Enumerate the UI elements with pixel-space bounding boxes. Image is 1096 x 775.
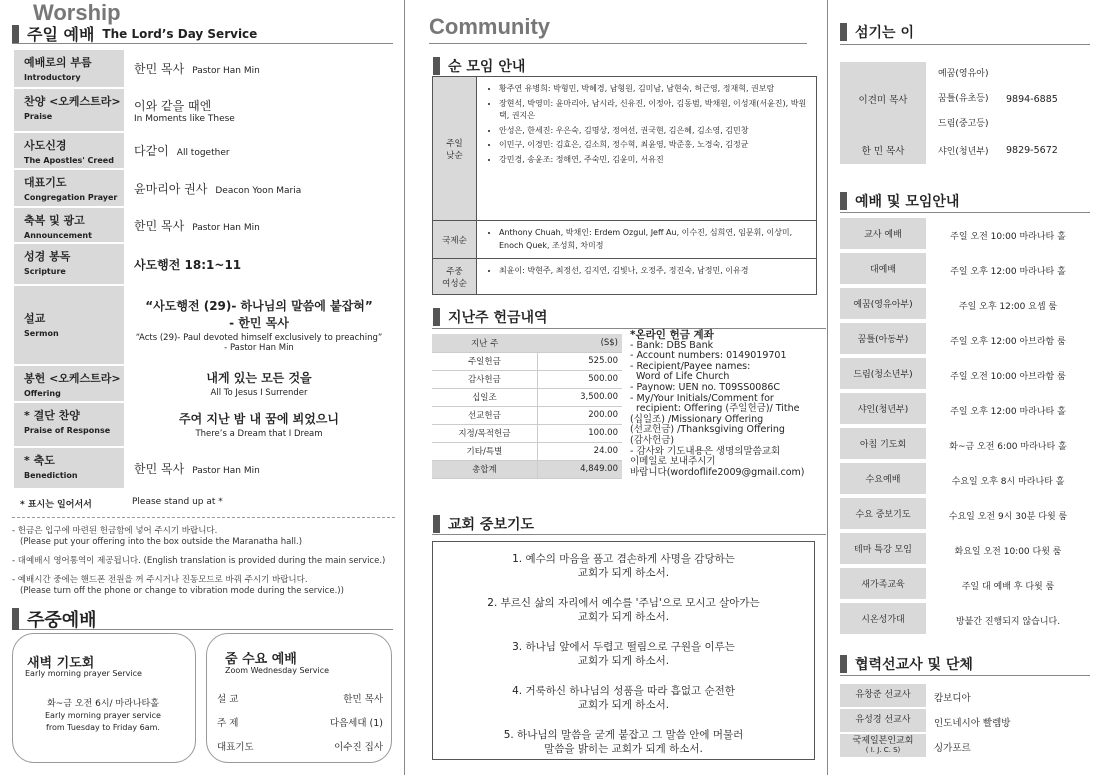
community-header-bar [429,14,807,44]
online-info-line: 이메일로 보내주시기 [630,456,716,468]
service-item [14,208,394,242]
schedule-title: 예배 및 모임안내 [855,194,960,210]
service-item-label [14,133,124,168]
value-ko-2: - 한민 목사 [229,316,289,330]
prayer-title: 교회 중보기도 [448,517,535,533]
service-item-value [124,50,394,87]
value-en: “Acts (29)- Paul devoted himself exclusively to preaching” [135,333,383,343]
group-member-line: • 최윤이: 박현주, 최정선, 김지연, 김빛나, 오정주, 정진숙, 남정민, 이유경 [499,265,810,278]
group-member-line: • 안성은, 한세진: 우은숙, 김명상, 정여선, 권국현, 김은혜, 김소영, 김민창 [499,125,810,138]
stand-note-en: Please stand up at * [132,497,223,507]
service-item-value [124,89,394,131]
offering-category: 총합계 [432,460,537,478]
offering-amount: 525.00 [537,352,622,370]
service-item [14,366,394,401]
group-title: 순 모임 안내 [448,59,526,75]
service-item-label [14,50,124,87]
offering-table [432,334,622,479]
mission-location: 싱가포르 [934,742,971,754]
dawn-desc-1: Early morning prayer service [45,711,161,720]
label-en: Praise of Response [24,426,111,435]
online-info-line: Word of Life Church [630,371,730,383]
zoom-row-value: 한민 목사 [343,694,383,705]
label-en: The Apostles' Creed [24,156,114,165]
label-ko: 예배로의 부름 [24,56,92,69]
service-item-label [14,170,124,206]
zoom-row-value: 이수진 집사 [334,742,383,753]
offering-category: 기타/특별 [432,442,537,460]
prayer-line-2: 말씀을 밝히는 교회가 되게 하소서. [544,743,703,755]
mission-name: 유성경 선교사 [855,715,911,725]
mission-name-cell [840,734,926,759]
value-ko: 이와 같을 때엔 [134,98,212,113]
schedule-time: 수요일 오전 9시 30분 다윗 룸 [948,512,1068,522]
value-ko: 사도행전 18:1~11 [134,257,242,272]
service-item [14,403,394,446]
divider [12,517,395,518]
prayer-line-2: 교회가 되게 하소서. [577,699,670,711]
prayer-line-1: 5. 하나님의 말씀을 굳게 붙잡고 그 말씀 안에 머물러 [503,729,744,741]
dawn-desc-2: from Tuesday to Friday 6am. [46,723,160,732]
prayer-line-2: 교회가 되게 하소서. [577,611,670,623]
label-en: Announcement [24,231,92,240]
mission-title: 협력선교사 및 단체 [855,657,973,673]
offering-row [432,388,622,406]
value-ko: 윤마리아 권사 [134,181,208,196]
group-members [477,77,816,220]
online-info-line: recipient: Offering (주일헌금)/ Tithe [630,403,800,415]
group-member-line: • Anthony Chuah, 박채인: Erdem Ozgul, Jeff Au, 이수진, 심희연, 임문휘, 이상미, Enoch Quek, 조성희, 차미정 [499,227,810,252]
servant-role: 샤인(청년부) [938,146,989,157]
label-en: Congregation Prayer [24,193,118,202]
service-item-value [124,133,394,168]
schedule-row [840,533,1090,568]
offering-row [432,352,622,370]
section-marker [840,655,847,673]
schedule-row [840,603,1090,638]
prayer-line-1: 4. 거룩하신 하나님의 성품을 따라 흡없고 순전한 [512,685,735,697]
value-en: All together [176,148,230,158]
offering-category: 선교헌금 [432,406,537,424]
zoom-row-value: 다음세대 (1) [329,718,383,729]
offering-row [432,406,622,424]
prayer-title-row [433,514,534,534]
service-item-value [124,244,394,284]
value-en: All To Jesus I Surrender [210,388,308,398]
prayer-line-1: 1. 예수의 마음을 품고 겸손하게 사명을 감당하는 [512,553,735,565]
prayer-item [433,596,814,624]
offering-amount: 500.00 [537,370,622,388]
schedule-time: 주일 오전 10:00 아브라함 룸 [950,372,1066,382]
schedule-time: 주일 오후 12:00 요셉 룸 [958,302,1058,312]
group-table [432,76,817,295]
service-item-label [14,286,124,364]
schedule-time: 방붙간 진행되지 않습니다. [955,617,1061,627]
dawn-title: 새벽 기도회 [27,656,95,671]
mission-name-cell [840,709,926,734]
stand-note-ko: * 표시는 일어서서 [20,500,92,510]
section-marker [433,308,440,326]
online-info-line: (선교헌금) /Thanksgiving Offering [630,424,785,436]
label-en: Introductory [24,73,81,82]
group-row [433,258,816,294]
service-item [14,286,394,364]
offering-category: 주일헌금 [432,352,537,370]
section-marker [12,608,19,630]
offering-head-week: 지난 주 [432,334,537,352]
schedule-time: 화요일 오전 10:00 다윗 룸 [954,547,1062,557]
schedule-time: 화~금 오전 6:00 마라나타 홀 [949,442,1067,452]
value-ko: 한민 목사 [134,218,185,233]
service-title-bar [12,22,393,44]
section-marker [840,192,847,210]
offering-amount: 4,849.00 [537,460,622,478]
label-ko: 설교 [24,312,46,325]
schedule-name: 시온성가대 [840,603,926,636]
section-marker [433,515,440,533]
servant-row [840,62,1090,136]
online-info-line: - 감사와 기도내용은 생명의말씀교회 [630,445,781,457]
online-info-line: - Bank: DBS Bank [630,339,714,351]
offering-row [432,424,622,442]
schedule-name: 새가족교육 [840,568,926,601]
label-ko: 찬양 <오케스트라> [24,95,121,108]
label-en: Offering [24,389,61,398]
schedule-row [840,498,1090,533]
schedule-time: 수요일 오후 8시 마라나타 홀 [951,477,1065,487]
worship-column [0,0,404,775]
offering-row [432,370,622,388]
servant-list [840,62,1090,164]
servant-phone: 9829-5672 [1006,144,1058,156]
dawn-subtitle: Early morning prayer Service [25,669,142,678]
service-title-ko: 주일 예배 [27,25,95,44]
value-en: Deacon Yoon Maria [215,185,302,196]
zoom-row-key: 대표기도 [217,742,254,753]
schedule-name: 수요예배 [840,463,926,496]
value-en: In Moments like These [134,113,235,124]
prayer-item [433,728,814,756]
service-item-label [14,208,124,242]
service-item-label [14,366,124,401]
schedule-name: 예꿈(영유아부) [840,288,926,321]
schedule-time: 주일 대 예배 후 다윗 룸 [961,582,1055,592]
schedule-title-row [840,191,959,211]
schedule-row [840,358,1090,393]
servant-phone: 9894-6885 [1006,93,1058,105]
online-info-line: 바랍니다(wordoflife2009@gmail.com) [630,466,805,478]
schedule-row [840,393,1090,428]
label-en: Praise [24,112,53,121]
schedule-name: 수요 중보기도 [840,498,926,531]
mission-sub: ( I. J. C. S) [865,745,901,754]
offering-head-currency: (S$) [537,334,622,352]
offering-amount: 100.00 [537,424,622,442]
value-en-2: - Pastor Han Min [224,343,294,353]
service-item-label [14,403,124,446]
prayer-item [433,552,814,580]
value-en: There’s a Dream that I Dream [195,429,323,439]
online-offering-info [630,330,825,478]
mission-name: 국제일본인교회 [852,735,914,746]
schedule-name: 교사 예배 [840,218,926,251]
schedule-time: 주일 오후 12:00 아브라함 룸 [950,337,1066,347]
service-item-value [124,286,394,364]
mission-location: 캄보디아 [934,692,971,704]
offering-row [432,442,622,460]
community-column [405,0,827,775]
schedule-name: 대예배 [840,253,926,286]
section-marker [12,25,19,43]
servant-name: 이견미 목사 [840,62,926,136]
mission-location: 인도네시아 빨렘방 [934,717,1011,729]
section-marker [840,23,847,41]
section-marker [433,57,440,75]
online-info-line: (십일조) /Missionary Offering [630,413,764,425]
zoom-service-card [206,633,392,763]
community-header: Community [429,14,550,39]
prayer-line-1: 3. 하나님 앞에서 두렵고 떨림으로 구원을 이루는 [512,641,735,653]
service-item [14,133,394,168]
offering-category: 지정/목적헌금 [432,424,537,442]
weekday-title: 주중예배 [27,610,97,631]
offering-amount: 3,500.00 [537,388,622,406]
notice-translation: - 대예배시 영어통역이 제공됩니다. (English translation is provided during the main service.) [12,556,386,566]
worship-header: Worship [33,0,121,25]
service-item-label [14,448,124,488]
offering-category: 감사헌금 [432,370,537,388]
service-item [14,170,394,206]
group-member-line: • 강민경, 송윤조: 정해연, 주숙민, 김윤미, 서유진 [499,154,810,167]
label-en: Benediction [24,471,78,480]
schedule-row [840,428,1090,463]
group-row [433,220,816,258]
group-member-line: • 황주연 유병희: 박형민, 박혜경, 남형원, 김미남, 남현숙, 허근영, 정재혁, 권보람 [499,83,810,96]
label-ko: 축복 및 광고 [24,214,85,227]
label-ko: 성경 봉독 [24,250,71,263]
online-info-line: - Recipient/Payee names: [630,360,751,372]
group-members [477,259,816,294]
service-item [14,89,394,131]
dawn-time: 화~금 오전 6시/ 마라나타홀 [47,699,159,709]
notice-list [12,526,397,597]
servant-title: 섬기는 이 [855,25,914,41]
group-label: 주중 여성순 [433,259,477,294]
online-info-line: *온라인 헌금 계좌 [630,329,714,341]
schedule-name: 테마 특강 모임 [840,533,926,566]
mission-name: 유창준 선교사 [855,690,911,700]
dawn-prayer-card [12,633,196,763]
group-members [477,221,816,258]
offering-row [432,460,622,478]
mission-row [840,709,1090,734]
zoom-title: 줌 수요 예배 [225,652,297,667]
schedule-time: 주일 오전 10:00 마라나타 홀 [950,232,1066,242]
label-ko: 봉헌 <오케스트라> [24,372,121,385]
notice-phone: - 예배시간 중에는 핸드폰 전원을 꺼 주시거나 진동모드로 바꿔 주시기 바랍니다. (Please turn off the phone or change to vibration mode during the service.)) [12,575,344,596]
schedule-table [840,218,1090,638]
value-ko: 주여 지난 밤 내 꿈에 뵈었으니 [179,412,339,426]
servant-title-row [840,22,914,42]
notice-offering: - 헌금은 입구에 마련된 헌금함에 넣어 주시기 바랍니다. (Please put your offering into the box outside the Maranatha hall.) [12,526,303,547]
online-info-line: (감사헌금) [630,434,675,446]
schedule-row [840,323,1090,358]
zoom-row [217,734,383,758]
weekday-title-bar [12,606,393,630]
servant-row [840,136,1090,164]
offering-category: 십일조 [432,388,537,406]
zoom-subtitle: Zoom Wednesday Service [225,666,330,675]
label-ko: * 축도 [24,454,55,467]
label-en: Scripture [24,267,66,276]
value-ko: “사도행전 (29)- 하나님의 말씀에 붙잡혀” [145,299,373,313]
online-info-line: - Paynow: UEN no. T09SS0086C [630,381,781,393]
value-ko: 한민 목사 [134,62,185,76]
service-item [14,50,394,87]
prayer-line-2: 교회가 되게 하소서. [577,655,670,667]
group-member-line: • 이민구, 이경민: 김효은, 김소희, 정수혁, 최윤영, 박준홍, 노경숙, 김정균 [499,139,810,152]
info-column [828,0,1096,775]
service-item-label [14,244,124,284]
label-en: Sermon [24,329,59,338]
service-item [14,448,394,488]
group-label: 국제순 [433,221,477,258]
service-item-value [124,208,394,242]
service-item-label [14,89,124,131]
value-en: Pastor Han Min [192,465,260,476]
prayer-line-1: 2. 부르신 삶의 자리에서 예수를 '주님'으로 모시고 살아가는 [487,597,760,609]
offering-title-row [433,307,548,327]
prayer-line-2: 교회가 되게 하소서. [577,567,670,579]
offering-title: 지난주 헌금내역 [448,310,548,326]
service-item-value [124,170,394,206]
offering-amount: 200.00 [537,406,622,424]
prayer-box [432,541,815,760]
servant-name: 한 민 목사 [840,136,926,164]
group-title-row [433,56,525,76]
schedule-row [840,218,1090,253]
zoom-row-key: 설 교 [217,694,239,705]
mission-row [840,684,1090,709]
group-member-line: • 장현석, 박영미: 윤마리아, 남시라, 신유진, 이정아, 김동범, 박채원, 이성재(서윤진), 박원택, 권지은 [499,98,810,123]
servant-role: 드림(중고등) [938,119,989,129]
servant-role: 예꿈(영유아) [938,69,989,79]
schedule-name: 드림(청소년부) [840,358,926,391]
value-en: Pastor Han Min [192,222,260,233]
group-row [433,77,816,220]
schedule-row [840,288,1090,323]
group-label: 주일 낮순 [433,77,477,220]
prayer-item [433,684,814,712]
mission-title-row [840,654,973,674]
prayer-item [433,640,814,668]
zoom-row [217,710,383,734]
value-en: Pastor Han Min [192,66,260,76]
label-ko: 대표기도 [24,176,67,189]
schedule-name: 꿈틀(아동부) [840,323,926,356]
schedule-time: 주일 오후 12:00 마라나타 홀 [950,407,1066,417]
schedule-name: 아침 기도회 [840,428,926,461]
mission-row [840,734,1090,759]
online-info-line: - My/Your Initials/Comment for [630,392,774,404]
zoom-row-key: 주 제 [217,718,239,729]
value-ko: 다같이 [134,144,169,158]
service-item-value [124,366,394,401]
mission-table [840,684,1090,759]
schedule-name: 샤인(청년부) [840,393,926,426]
schedule-time: 주일 오후 12:00 마라나타 홀 [950,267,1066,277]
service-title-en: The Lord’s Day Service [102,26,258,41]
servant-role: 꿈틀(유초등) [938,94,989,104]
service-item-value [124,448,394,488]
label-ko: 사도신경 [24,139,67,152]
service-item-value [124,403,394,446]
zoom-row [217,686,383,710]
offering-amount: 24.00 [537,442,622,460]
value-ko: 한민 목사 [134,461,185,476]
value-ko: 내게 있는 모든 것을 [206,371,312,385]
mission-name-cell [840,684,926,709]
label-ko: * 결단 찬양 [24,409,80,422]
online-info-line: - Account numbers: 0149019701 [630,350,787,362]
schedule-row [840,253,1090,288]
schedule-row [840,568,1090,603]
schedule-row [840,463,1090,498]
service-item [14,244,394,284]
